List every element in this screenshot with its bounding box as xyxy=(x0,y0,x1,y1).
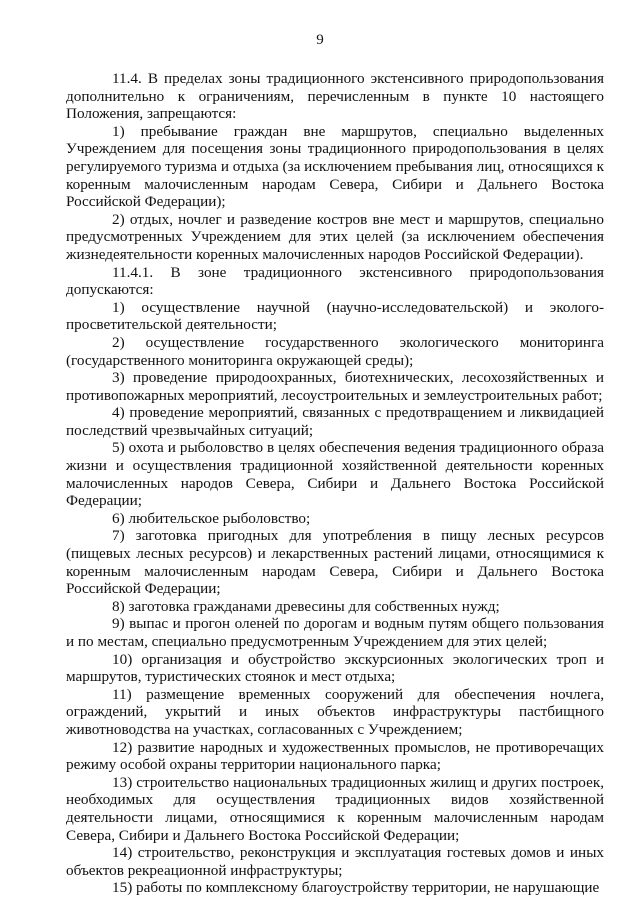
list-item-allowed-4: 4) проведение мероприятий, связанных с предотвращением и ликвидацией последствий чрезвычайных ситуаций; xyxy=(66,404,604,439)
list-item-allowed-5: 5) охота и рыболовство в целях обеспечения ведения традиционного образа жизни и осуществления традиционной хозяйственной деятельности коренных малочисленных народов Севера, Сибири и Дальнего Востока Российской Федерации; xyxy=(66,439,604,510)
list-item-allowed-11: 11) размещение временных сооружений для обеспечения ночлега, ограждений, укрытий и иных объектов инфраструктуры пастбищного животноводства на участках, согласованных с Учреждением; xyxy=(66,685,604,738)
list-item-allowed-7: 7) заготовка пригодных для употребления в пищу лесных ресурсов (пищевых лесных ресурсов) и лекарственных растений лицами, относящимися к коренным малочисленным народам Севера, Сибири и Дальнего Востока Российской Федерации; xyxy=(66,527,604,598)
list-item-allowed-1: 1) осуществление научной (научно-исследовательской) и эколого-просветительской деятельности; xyxy=(66,298,604,334)
document-body xyxy=(66,70,604,897)
list-item-allowed-6: 6) любительское рыболовство; xyxy=(112,509,311,527)
list-item-ban-1: 1) пребывание граждан вне маршрутов, специально выделенных Учреждением для посещения зоны традиционного природопользования в целях регулируемого туризма и отдыха (за исключением пребывания лиц, относящихся к коренным малочисленным народам Севера, Сибири и Дальнего Востока Российской Федерации); xyxy=(66,122,604,211)
paragraph-11-4-1: 11.4.1. В зоне традиционного экстенсивного природопользования допускаются: xyxy=(66,263,604,299)
list-item-ban-2: 2) отдых, ночлег и разведение костров вне мест и маршрутов, специально предусмотренных Учреждением для этих целей (за исключением обеспечения жизнедеятельности коренных малочисленных народов Российской Федерации). xyxy=(66,210,604,263)
paragraph-11-4: 11.4. В пределах зоны традиционного экстенсивного природопользования дополнительно к ограничениям, перечисленным в пункте 10 настоящего Положения, запрещаются: xyxy=(66,70,604,123)
list-item-allowed-9: 9) выпас и прогон оленей по дорогам и водным путям общего пользования и по местам, специально предусмотренным Учреждением для этих целей; xyxy=(66,615,604,650)
list-item-allowed-8: 8) заготовка гражданами древесины для собственных нужд; xyxy=(112,597,500,615)
list-item-allowed-12: 12) развитие народных и художественных промыслов, не противоречащих режиму особой охраны территории национального парка; xyxy=(66,738,604,774)
list-item-allowed-14: 14) строительство, реконструкция и эксплуатация гостевых домов и иных объектов рекреационной инфраструктуры; xyxy=(66,844,604,879)
list-item-allowed-13: 13) строительство национальных традиционных жилищ и других построек, необходимых для осуществления традиционных видов хозяйственной деятельности лицами, относящимися к коренным малочисленным народам Севера, Сибири и Дальнего Востока Российской Федерации; xyxy=(66,773,604,844)
list-item-allowed-10: 10) организация и обустройство экскурсионных экологических троп и маршрутов, туристических стоянок и мест отдыха; xyxy=(66,650,604,686)
list-item-allowed-3: 3) проведение природоохранных, биотехнических, лесохозяйственных и противопожарных мероприятий, лесоустроительных и землеустроительных работ; xyxy=(66,369,604,404)
page-number: 9 xyxy=(316,32,324,48)
list-item-allowed-15: 15) работы по комплексному благоустройству территории, не нарушающие xyxy=(112,879,600,897)
list-item-allowed-2: 2) осуществление государственного экологического мониторинга (государственного мониторинга окружающей среды); xyxy=(66,333,604,369)
